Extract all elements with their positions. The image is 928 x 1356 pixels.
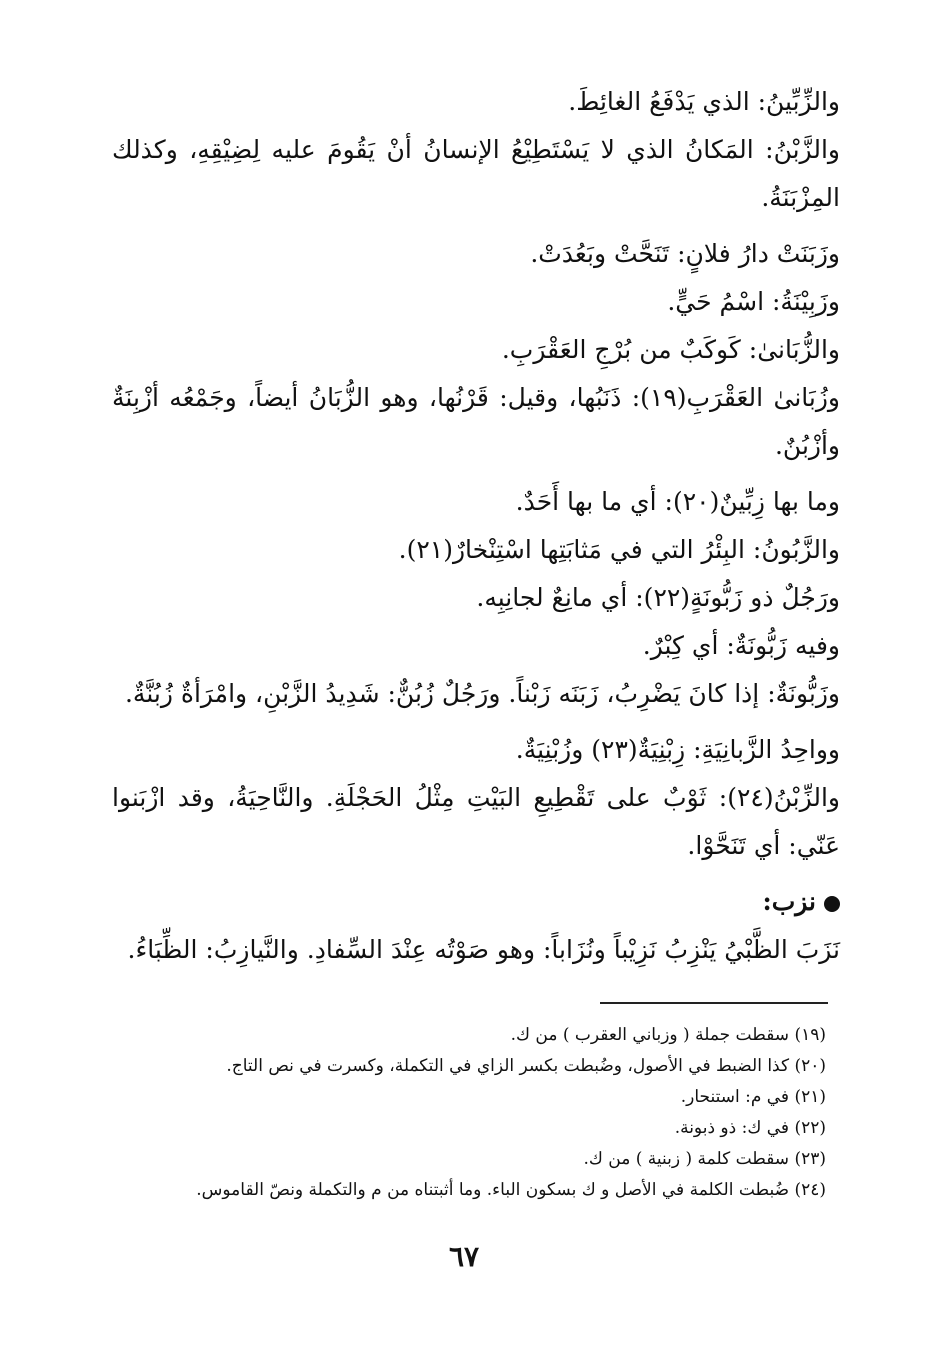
entry-line: وما بها زِبِّينٌ(٢٠): أي ما بها أَحَدٌ. [515, 487, 840, 516]
bullet-icon [824, 896, 840, 912]
footnote-divider [600, 1002, 828, 1004]
entry-line: وزَبَنَتْ دارُ فلانٍ: تَنَحَّتْ وبَعُدَتْ. [530, 239, 840, 268]
page-number: ٦٧ [448, 1240, 480, 1273]
footnote: (٢٠) كذا الضبط في الأصول، وضُبطت بكسر الزاي في التكملة، وكسرت في نص التاج. [226, 1056, 826, 1076]
footnote: (٢١) في م: استنحار. [680, 1087, 826, 1107]
entry-line: وواحِدُ الزَّبانِيَةِ: زِبْنِيَةٌ(٢٣) وزُبْنِيَةٌ. [515, 735, 840, 764]
entry-line: والزِّبِّينُ: الذي يَدْفَعُ الغائِطَ. [568, 87, 840, 116]
entry-line: وزَبُّونَةٌ: إذا كانَ يَضْرِبُ، زَبَنَه زَبْناً. ورَجُلٌ زُبُنٌّ: شَدِيدُ الزَّبْنِ، وامْرَأةٌ زُبُنَّةٌ. [124, 679, 840, 708]
entry-line: وزَبِيْنَةُ: اسْمُ حَيٍّ. [667, 287, 840, 316]
entry-line: والزَّبْنُ: المَكانُ الذي لا يَسْتَطِيْعُ الإنسانُ أنْ يَقُومَ عليه لِضِيْقِهِ، وكذلك المِزْبَنَةُ. [112, 135, 840, 212]
entry-line: والزَّبُونُ: البِئْرُ التي في مَثابَتِها اسْتِنْخارٌ(٢١). [398, 535, 840, 564]
main-text [112, 78, 840, 974]
footnote: (١٩) سقطت جملة ( وزباني العقرب ) من ك. [510, 1025, 826, 1045]
entry-line: والزِّبْنُ(٢٤): ثَوْبٌ على تَقْطِيعِ البَيْتِ مِثْلُ الحَجْلَةِ. والنَّاحِيَةُ، وقد ازْبَنوا عَنّي: أي تَنَحَّوْا. [112, 783, 840, 860]
section-heading [112, 878, 840, 926]
entry-line: والزُّبَانىٰ: كَوكَبٌ من بُرْجِ العَقْرَبِ. [501, 335, 840, 364]
section-heading-label: نزب: [762, 887, 816, 916]
footnote: (٢٢) في ك: ذو ذبونة. [674, 1118, 826, 1138]
footnote: (٢٤) ضُبطت الكلمة في الأصل و ك بسكون الباء. وما أثبتناه من م والتكملة ونصّ القاموس. [196, 1180, 826, 1200]
section-text: نَزَبَ الظَّبْيُ يَنْزِبُ نَزِيْباً ونُزَاباً: وهو صَوْتُه عِنْدَ السِّفادِ. والنَّيازِبُ: الظِّبَاءُ. [127, 935, 840, 964]
entry-line: ورَجُلٌ ذو زَبُّونَةٍ(٢٢): أي مانِعٌ لجانِبِه. [476, 583, 840, 612]
footnote: (٢٣) سقطت كلمة ( زبنية ) من ك. [583, 1149, 826, 1169]
entry-line: وفيه زَبُّونَةٌ: أي كِبْرٌ. [642, 631, 840, 660]
entry-line: وزُبَانىٰ العَقْرَبِ(١٩): ذَنَبُها، وقيل: قَرْنُها، وهو الزُّبَانُ أيضاً، وجَمْعُه أزْبِنَةٌ وأزْبُنٌ. [112, 383, 841, 460]
footnotes [112, 1020, 826, 1206]
